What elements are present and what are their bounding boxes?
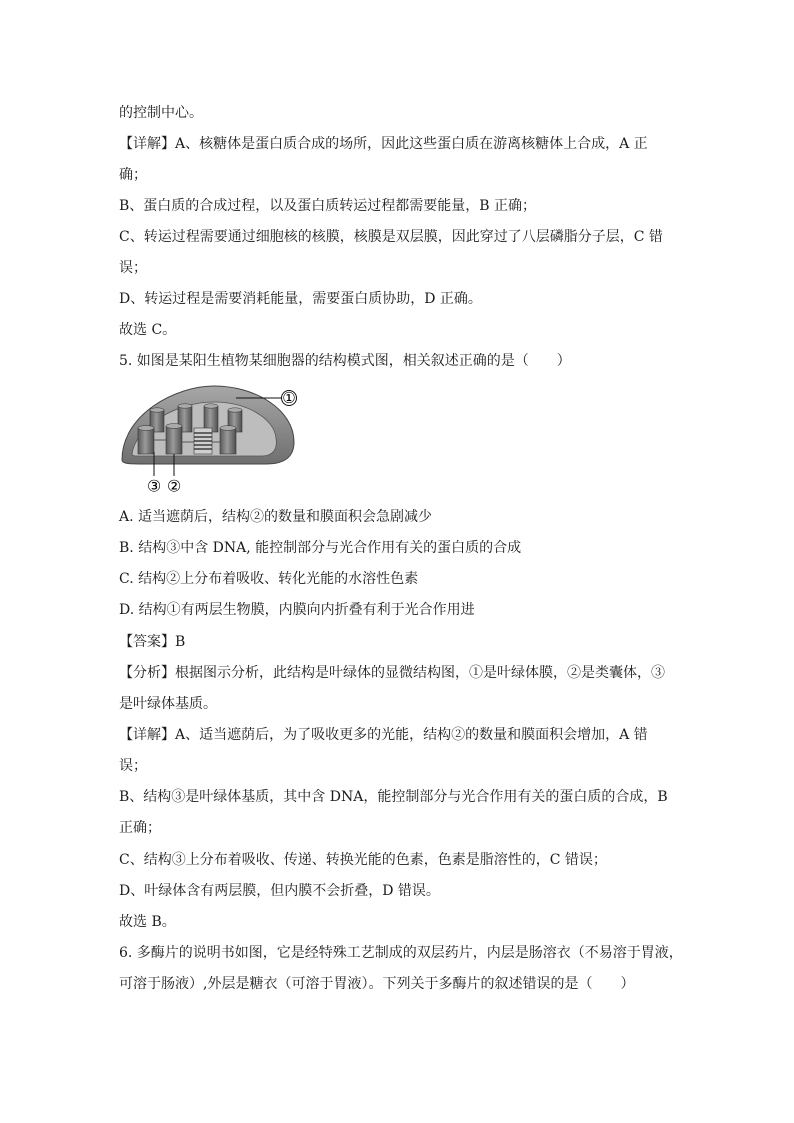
text-line: 故选 B。 bbox=[119, 914, 176, 930]
text-line: C、结构③上分布着吸收、传递、转换光能的色素，色素是脂溶性的，C 错误； bbox=[119, 852, 607, 868]
text-line: B、结构③是叶绿体基质，其中含 DNA，能控制部分与光合作用有关的蛋白质的合成，B bbox=[119, 789, 668, 805]
text-line: 是叶绿体基质。 bbox=[119, 696, 217, 712]
text-line: B、蛋白质的合成过程，以及蛋白质转运过程都需要能量，B 正确； bbox=[119, 198, 537, 214]
text-line: 误； bbox=[119, 758, 147, 774]
text-line: 故选 C。 bbox=[119, 322, 177, 338]
text-line: 误； bbox=[119, 260, 147, 276]
chloroplast-diagram bbox=[116, 384, 306, 496]
text-line: 的控制中心。 bbox=[119, 105, 203, 121]
text-line: 正确； bbox=[119, 820, 161, 836]
option-b: B. 结构③中含 DNA, 能控制部分与光合作用有关的蛋白质的合成 bbox=[119, 540, 522, 556]
text-line: 【分析】根据图示分析，此结构是叶绿体的显微结构图，①是叶绿体膜，②是类囊体，③ bbox=[119, 665, 665, 681]
text-line: C、转运过程需要通过细胞核的核膜，核膜是双层膜，因此穿过了八层磷脂分子层，C 错 bbox=[119, 229, 663, 245]
option-c: C. 结构②上分布着吸收、转化光能的水溶性色素 bbox=[119, 571, 419, 587]
label-2: ② bbox=[166, 476, 182, 496]
text-line: 可溶于肠液）,外层是糖衣（可溶于胃液）。下列关于多酶片的叙述错误的是（ ） bbox=[119, 976, 635, 992]
option-a: A. 适当遮荫后，结构②的数量和膜面积会急剧减少 bbox=[119, 509, 433, 525]
question-5-stem: 5. 如图是某阳生植物某细胞器的结构模式图，相关叙述正确的是（ ） bbox=[119, 353, 571, 369]
text-line: D、转运过程是需要消耗能量，需要蛋白质协助，D 正确。 bbox=[119, 291, 482, 307]
text-line: 【详解】A、适当遮荫后，为了吸收更多的光能，结构②的数量和膜面积会增加，A 错 bbox=[119, 727, 648, 743]
label-3: ③ bbox=[146, 476, 162, 496]
option-d: D. 结构①有两层生物膜，内膜向内折叠有利于光合作用进 bbox=[119, 602, 475, 618]
question-6-stem: 6. 多酶片的说明书如图，它是经特殊工艺制成的双层药片，内层是肠溶衣（不易溶于胃液， bbox=[119, 945, 683, 961]
answer: 【答案】B bbox=[119, 634, 186, 650]
text-line: 确； bbox=[119, 167, 147, 183]
label-1: ① bbox=[282, 389, 296, 407]
text-line: 【详解】A、核糖体是蛋白质合成的场所，因此这些蛋白质在游离核糖体上合成，A 正 bbox=[119, 136, 648, 152]
text-line: D、叶绿体含有两层膜，但内膜不会折叠，D 错误。 bbox=[119, 883, 440, 899]
